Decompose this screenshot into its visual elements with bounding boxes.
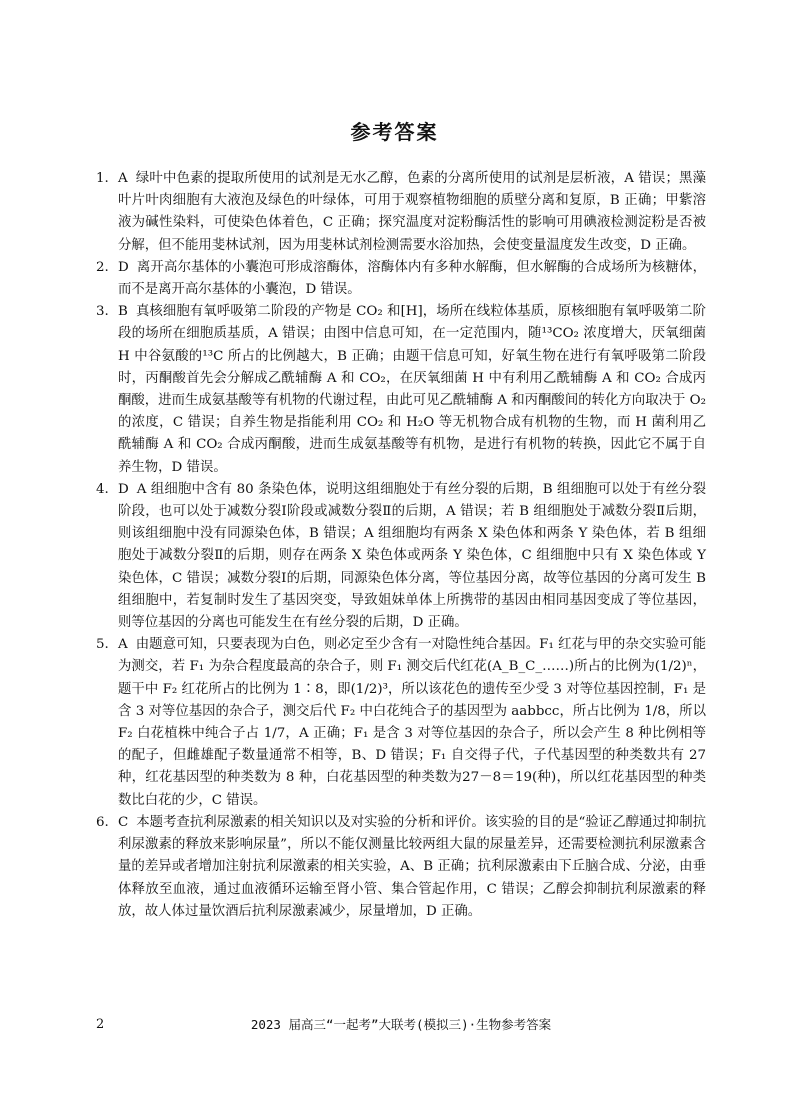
answer-explanation: 真核细胞有氧呼吸第二阶段的产物是 CO₂ 和[H]，场所在线粒体基质，原核细胞有氧呼吸第二阶段的场所在细胞质基质，A 错误；由图中信息可知，在一定范围内，随¹³CO₂ 浓度增大，厌氧细菌 H 中谷氨酸的¹³C 所占的比例越大，B 正确；由题干信息可知，好氧生物在进行有氧呼吸第二阶段时，丙酮酸首先会分解成乙酰辅酶 A 和 CO₂，在厌氧细菌 H 中有利用乙酰辅酶 A 和 CO₂ 合成丙酮酸，进而生成氨基酸等有机物的代谢过程，由此可见乙酰辅酶 A 和丙酮酸间的转化方向取决于 O₂ 的浓度，C 错误；自养生物是指能利用 CO₂ 和 H₂O 等无机物合成有机物的生物，而 H 菌利用乙酰辅酶 A 和 CO₂ 合成丙酮酸，进而生成氨基酸等有机物，是进行有机物的转换，因此它不属于自养生物，D 错误。 [118, 304, 706, 475]
answer-item-2 [96, 257, 706, 301]
page-title: 参考答案 [350, 120, 439, 144]
item-number: 5. [96, 637, 109, 653]
answer-item-5 [96, 634, 706, 812]
answer-choice: A [118, 637, 128, 653]
answer-explanation: 由题意可知，只要表现为白色，则必定至少含有一对隐性纯合基因。F₁ 红花与甲的杂交实验可能为测交，若 F₁ 为杂合程度最高的杂合子，则 F₁ 测交后代红花(A_B_C_……)所占的比例为(1/2)ⁿ，题干中 F₂ 红花所占的比例为 1∶8，即(1/2)³，所以该花色的遗传至少受 3 对等位基因控制，F₁ 是含 3 对等位基因的杂合子，测交后代 F₂ 中白花纯合子的基因型为 aabbcc，所占比例为 1/8，所以 F₂ 白花植株中纯合子占 1/7，A 正确；F₁ 是含 3 对等位基因的杂合子，所以会产生 8 种比例相等的配子，但雌雄配子数量通常不相等，B、D 错误；F₁ 自交得子代，子代基因型的种类数共有 27 种，红花基因型的种类数为 8 种，白花基因型的种类数为27－8＝19(种)，所以红花基因型的种类数比白花的少，C 错误。 [118, 637, 706, 808]
item-number: 4. [96, 481, 109, 497]
item-number: 3. [96, 304, 109, 320]
answer-list [96, 168, 706, 923]
page-number: 2 [96, 1017, 105, 1032]
answer-item-4 [96, 479, 706, 634]
answer-choice: C [118, 814, 129, 830]
answer-choice: B [118, 304, 128, 320]
item-number: 2. [96, 259, 109, 275]
answer-explanation: 绿叶中色素的提取所使用的试剂是无水乙醇，色素的分离所使用的试剂是层析液，A 错误；黑藻叶片叶肉细胞有大液泡及绿色的叶绿体，可用于观察植物细胞的质壁分离和复原，B 正确；甲紫溶液为碱性染料，可使染色体着色，C 正确；探究温度对淀粉酶活性的影响可用碘液检测淀粉是否被分解，但不能用斐林试剂，因为用斐林试剂检测需要水浴加热，会使变量温度发生改变，D 正确。 [118, 171, 706, 253]
answer-item-6 [96, 812, 706, 923]
answer-choice: D [118, 259, 129, 275]
item-number: 1. [96, 171, 109, 186]
answer-choice: D [118, 481, 129, 497]
item-number: 6. [96, 814, 109, 830]
answer-item-1 [96, 168, 706, 257]
footer-text: 2023 届高三“一起考”大联考(模拟三)·生物参考答案 [250, 1017, 552, 1032]
answer-item-3 [96, 301, 706, 479]
answer-explanation: A 组细胞中含有 80 条染色体，说明这组细胞处于有丝分裂的后期，B 组细胞可以处于有丝分裂阶段，也可以处于减数分裂Ⅰ阶段或减数分裂Ⅱ的后期，A 错误；若 B 组细胞处于减数分裂Ⅱ后期，则该组细胞中没有同源染色体，B 错误；A 组细胞均有两条 X 染色体和两条 Y 染色体，若 B 组细胞处于减数分裂Ⅱ的后期，则存在两条 X 染色体或两条 Y 染色体，C 组细胞中只有 X 染色体或 Y 染色体，C 错误；减数分裂Ⅰ的后期，同源染色体分离，等位基因分离，故等位基因的分离可发生 B 组细胞中，若复制时发生了基因突变，导致姐妹单体上所携带的基因由相同基因变成了等位基因，则等位基因的分离也可能发生在有丝分裂的后期，D 正确。 [118, 481, 706, 631]
answer-explanation: 离开高尔基体的小囊泡可形成溶酶体，溶酶体内有多种水解酶，但水解酶的合成场所为核糖体，而不是离开高尔基体的小囊泡，D 错误。 [118, 259, 706, 298]
answer-choice: A [118, 171, 128, 186]
answer-explanation: 本题考查抗利尿激素的相关知识以及对实验的分析和评价。该实验的目的是“验证乙醇通过抑制抗利尿激素的释放来影响尿量”，所以不能仅测量比较两组大鼠的尿量差异，还需要检测抗利尿激素含量的差异或者增加注射抗利尿激素的相关实验，A、B 正确；抗利尿激素由下丘脑合成、分泌，由垂体释放至血液，通过血液循环运输至肾小管、集合管起作用，C 错误；乙醇会抑制抗利尿激素的释放，故人体过量饮酒后抗利尿激素减少，尿量增加，D 正确。 [118, 814, 706, 919]
